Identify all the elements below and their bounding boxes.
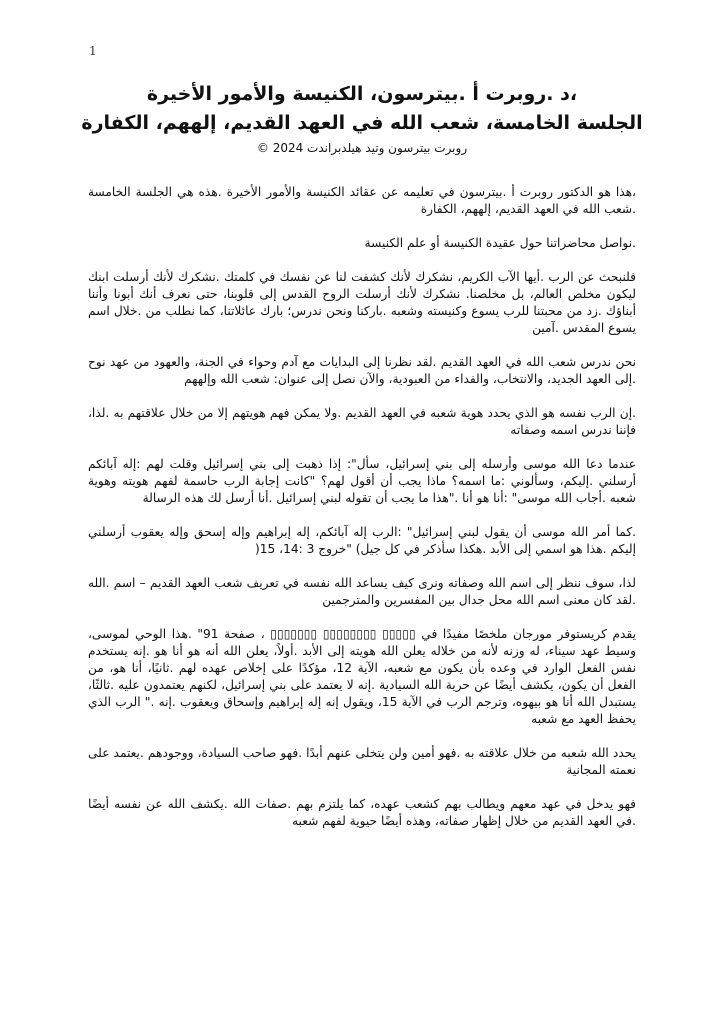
paragraph: عندما دعا الله موسى وأرسله إلى بني إسرائيل، سأل": إذا ذهبت إلى بني إسرائيل وقلت لهم :إله آبائكم أرسلني .إليكم، وسألوني :ما اسمه؟ ماذا يجب أن أقول لهم؟ "كانت إجابة الرب حاسمة لفهم هويته وهوية شعبه .أجاب الله موسى" :أنا هو أنا ."هذا ما يجب أن تقوله لبني إسرائيل .أنا أرسل لك هذه الرسالة bbox=[88, 457, 636, 505]
document-header bbox=[0, 80, 724, 157]
paragraph: فلنبحث عن الرب .أيها الآب الكريم، نشكرك لأنك كشفت لنا عن نفسك في كلمتك .نشكرك لأنك أرسلت ابنك ليكون مخلص العالم، بل مخلصنا. نشكرك لأنك أرسلت الروح القدس إلى قلوبنا، حتى نعرف أنك أبونا وأننا أبناؤك .زد من محبتنا للرب يسوع وكنيسته وشعبه .باركنا ونحن ندرس؛ بارك عائلاتنا، كما نطلب من .خلال اسم يسوع المقدس .آمين bbox=[88, 270, 636, 335]
paragraph: يقدم كريستوفر مورجان ملخصًا مفيدًا في ▯▯▯▯▯ ▯▯▯▯▯▯▯▯ ▯▯▯▯▯▯▯ ، صفحة 91" .هذا الوحي لموسى، وسيط عهد سيناء، له وزنه لأنه من خلاله يعلن الله هويته إلى الأبد .أولاً، يعلن الله أنه هو أنا هو .إنه يستخدم نفس الفعل الوارد في وعده بأن يكون مع شعبه، الآية 12، مؤكدًا على إخلاص عهده لهم .ثانيًا، أنا هو، من الفعل أن يكون، يكشف أيضًا عن حرية الله السيادية .إنه لا يعتمد على بني إسرائيل، لكنهم يعتمدون عليه .ثالثًا، يستبدل الله أنا هو بيهوه، وترجم الرب في الآية 15، ويقول إنه إله إبراهيم وإسحاق ويعقوب .إنه ." الرب الذي يحفظ العهد مع شعبه bbox=[88, 627, 637, 726]
document-body bbox=[88, 184, 636, 847]
paragraph: نحن ندرس شعب الله في العهد القديم .لقد نظرنا إلى البدايات مع آدم وحواء في الجنة، والعهود من عهد نوح .إلى العهد الجديد، والانتخاب، والفداء من العبودية، والآن نصل إلى عنوان: شعب الله وإلههم bbox=[88, 355, 636, 386]
paragraph: .كما أمر الله موسى أن يقول لبني إسرائيل" :الرب إله آبائكم، إله إبراهيم وإله إسحق وإله يعقوب أرسلني إليكم .هذا هو اسمي إلى الأبد .هكذا سأذكر في كل جيل) "خروج 3 :14، 15( bbox=[88, 525, 636, 556]
paragraph: ،هذا هو الدكتور روبرت أ .بيترسون في تعليمه عن عقائد الكنيسة والأمور الأخيرة .هذه هي الجلسة الخامسة .شعب الله في العهد القديم، إلههم، الكفارة bbox=[88, 185, 636, 216]
paragraph: يحدد الله شعبه من خلال علاقته به .فهو أمين ولن يتخلى عنهم أبدًا .فهو صاحب السيادة، ووجودهم .يعتمد على نعمته المجانية bbox=[88, 746, 636, 777]
paragraph: .إن الرب نفسه هو الذي يحدد هوية شعبه في العهد القديم .ولا يمكن فهم هويتهم إلا من خلال علاقتهم به .لذا، فإننا ندرس اسمه وصفاته bbox=[88, 406, 636, 437]
title-line-2: الجلسة الخامسة، شعب الله في العهد القديم، إلههم، الكفارة bbox=[81, 112, 643, 134]
page-number: 1 bbox=[89, 44, 97, 58]
copyright-line: روبرت بيترسون وتيد هيلدبراندت 2024 © bbox=[256, 141, 468, 155]
paragraph: لذا، سوف ننظر إلى اسم الله وصفاته ونرى كيف يساعد الله نفسه في تعريف شعب العهد القديم – اسم .الله .لقد كان معنى اسم الله محل جدال بين المفسرين والمترجمين bbox=[88, 576, 636, 607]
paragraph: فهو يدخل في عهد معهم ويطالب بهم كشعب عهده، كما يلتزم بهم .صفات الله .يكشف الله عن نفسه أيضًا .في العهد القديم من خلال إظهار صفاته، وهذه أيضًا حيوية لفهم شعبه bbox=[88, 797, 636, 828]
paragraph: .نواصل محاضراتنا حول عقيدة الكنيسة أو علم الكنيسة bbox=[364, 236, 636, 250]
title-line-1: ،د .روبرت أ .بيترسون، الكنيسة والأمور الأخيرة bbox=[146, 83, 578, 105]
